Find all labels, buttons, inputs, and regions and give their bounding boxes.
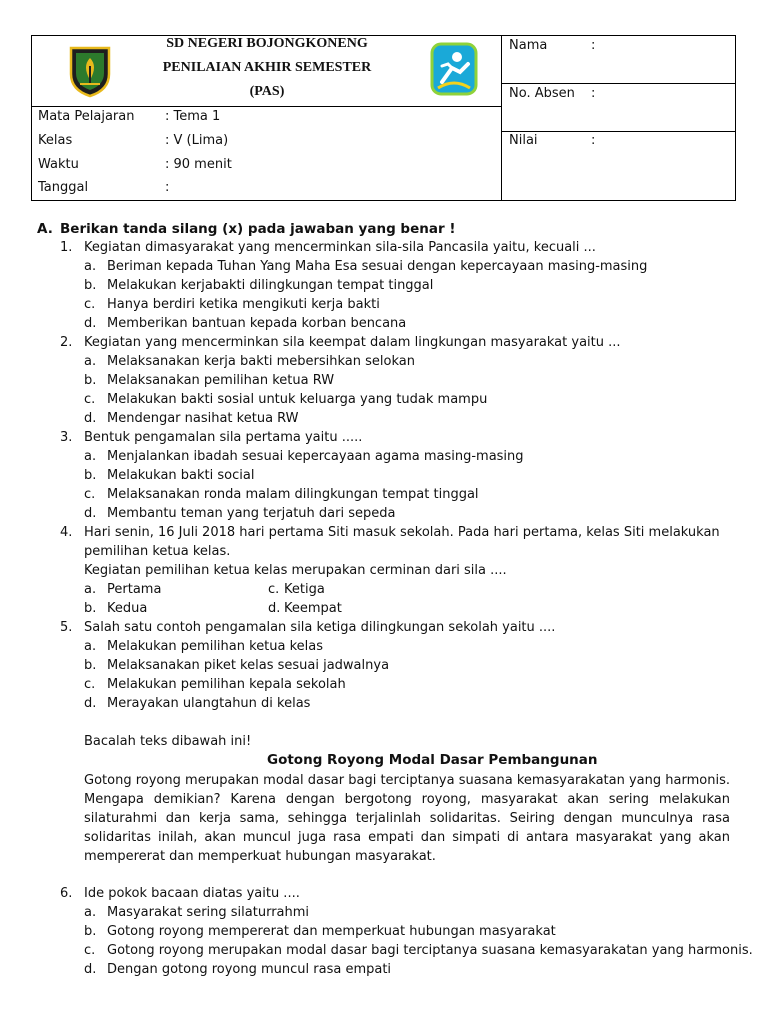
exam-title: PENILAIAN AKHIR SEMESTER — [162, 60, 372, 75]
absen-field[interactable]: : — [591, 86, 596, 101]
question-number: 4. — [60, 525, 73, 540]
option-key[interactable]: d. — [84, 696, 97, 711]
option-text[interactable]: Masyarakat sering silaturrahmi — [107, 905, 310, 920]
question-number: 1. — [60, 240, 73, 255]
question-text: Salah satu contoh pengamalan sila ketiga dilingkungan sekolah yaitu .... — [84, 620, 556, 635]
question-prompt: Kegiatan pemilihan ketua kelas merupakan cerminan dari sila .... — [84, 563, 507, 578]
option-key[interactable]: a. — [84, 905, 97, 920]
option-text[interactable]: Melakukan bakti social — [107, 468, 255, 483]
option-text[interactable]: Melakukan pemilihan kepala sekolah — [107, 677, 346, 692]
option-key[interactable]: a. — [84, 449, 97, 464]
question-number: 3. — [60, 430, 73, 445]
option-key[interactable]: d. — [268, 601, 281, 616]
absen-row-divider — [501, 131, 735, 132]
option-text[interactable]: Kedua — [107, 601, 148, 616]
school-program-logo-icon — [430, 42, 478, 99]
option-key[interactable]: b. — [84, 658, 97, 673]
option-text[interactable]: Melakukan bakti sosial untuk keluarga yang tudak mampu — [107, 392, 488, 407]
option-key[interactable]: b. — [84, 373, 97, 388]
time-value: : 90 menit — [165, 157, 232, 172]
question-number: 5. — [60, 620, 73, 635]
reading-instruction: Bacalah teks dibawah ini! — [84, 734, 252, 749]
option-key[interactable]: c. — [84, 297, 96, 312]
subject-value: : Tema 1 — [165, 109, 221, 124]
option-text[interactable]: Melakukan pemilihan ketua kelas — [107, 639, 324, 654]
option-key[interactable]: d. — [84, 316, 97, 331]
option-text[interactable]: Melaksanakan ronda malam dilingkungan tempat tinggal — [107, 487, 479, 502]
option-text[interactable]: Beriman kepada Tuhan Yang Maha Esa sesuai dengan kepercayaan masing-masing — [107, 259, 648, 274]
option-key[interactable]: b. — [84, 278, 97, 293]
exam-abbreviation: (PAS) — [249, 84, 285, 99]
question-number: 2. — [60, 335, 73, 350]
option-key[interactable]: c. — [268, 582, 280, 597]
option-text[interactable]: Dengan gotong royong muncul rasa empati — [107, 962, 392, 977]
option-key[interactable]: b. — [84, 601, 97, 616]
date-value: : — [165, 180, 170, 195]
option-text[interactable]: Mendengar nasihat ketua RW — [107, 411, 299, 426]
name-label: Nama — [509, 38, 548, 53]
date-label: Tanggal — [38, 180, 89, 195]
option-text[interactable]: Keempat — [284, 601, 342, 616]
header-divider-vertical — [501, 36, 502, 200]
option-key[interactable]: b. — [84, 924, 97, 939]
reading-passage: Gotong royong merupakan modal dasar bagi terciptanya suasana kemasyarakatan yang harmonis. Mengapa demikian? Karena dengan bergotong royong, masyarakat akan sering melakukan silaturahmi dan kerja sama, sehingga terjalinlah solidaritas. Seiring dengan munculnya rasa solidaritas inilah, akan muncul juga rasa empati dan simpati di antara masyarakat yang akan mempererat dan memperkuat hubungan masyarakat. — [84, 773, 730, 864]
option-text[interactable]: Ketiga — [284, 582, 325, 597]
option-key[interactable]: a. — [84, 582, 97, 597]
question-number: 6. — [60, 886, 73, 901]
option-key[interactable]: c. — [84, 392, 96, 407]
option-key[interactable]: a. — [84, 354, 97, 369]
option-key[interactable]: d. — [84, 962, 97, 977]
option-text[interactable]: Merayakan ulangtahun di kelas — [107, 696, 311, 711]
score-label: Nilai — [509, 133, 538, 148]
exam-header-box — [31, 35, 736, 201]
score-field[interactable]: : — [591, 133, 596, 148]
section-marker: A. — [37, 221, 53, 237]
absen-label: No. Absen — [509, 86, 575, 101]
option-key[interactable]: d. — [84, 506, 97, 521]
option-key[interactable]: c. — [84, 943, 96, 958]
section-instruction: Berikan tanda silang (x) pada jawaban yang benar ! — [60, 221, 456, 237]
header-divider-horizontal — [32, 106, 501, 107]
question-text: Kegiatan dimasyarakat yang mencerminkan sila-sila Pancasila yaitu, kecuali ... — [84, 240, 596, 255]
option-text[interactable]: Pertama — [107, 582, 162, 597]
option-key[interactable]: c. — [84, 487, 96, 502]
option-text[interactable]: Hanya berdiri ketika mengikuti kerja bakti — [107, 297, 380, 312]
time-label: Waktu — [38, 157, 79, 172]
option-text[interactable]: Gotong royong mempererat dan memperkuat hubungan masyarakat — [107, 924, 556, 939]
question-text-continued: pemilihan ketua kelas. — [84, 544, 231, 559]
option-key[interactable]: c. — [84, 677, 96, 692]
option-text[interactable]: Melaksanakan kerja bakti mebersihkan selokan — [107, 354, 415, 369]
option-text[interactable]: Menjalankan ibadah sesuai kepercayaan agama masing-masing — [107, 449, 524, 464]
option-key[interactable]: b. — [84, 468, 97, 483]
school-name: SD NEGERI BOJONGKONENG — [166, 36, 368, 51]
option-text[interactable]: Gotong royong merupakan modal dasar bagi terciptanya suasana kemasyarakatan yang harmonis. — [107, 943, 753, 958]
name-field[interactable]: : — [591, 38, 596, 53]
regency-emblem-icon — [68, 44, 112, 101]
class-value: : V (Lima) — [165, 133, 229, 148]
class-label: Kelas — [38, 133, 73, 148]
option-text[interactable]: Melakukan kerjabakti dilingkungan tempat tinggal — [107, 278, 434, 293]
option-text[interactable]: Melaksanakan piket kelas sesuai jadwalnya — [107, 658, 390, 673]
option-text[interactable]: Memberikan bantuan kepada korban bencana — [107, 316, 407, 331]
question-text: Ide pokok bacaan diatas yaitu .... — [84, 886, 300, 901]
question-text: Kegiatan yang mencerminkan sila keempat dalam lingkungan masyarakat yaitu ... — [84, 335, 621, 350]
subject-label: Mata Pelajaran — [38, 109, 135, 124]
option-text[interactable]: Membantu teman yang terjatuh dari sepeda — [107, 506, 396, 521]
question-text: Bentuk pengamalan sila pertama yaitu ..... — [84, 430, 363, 445]
option-key[interactable]: d. — [84, 411, 97, 426]
option-text[interactable]: Melaksanakan pemilihan ketua RW — [107, 373, 335, 388]
question-text: Hari senin, 16 Juli 2018 hari pertama Siti masuk sekolah. Pada hari pertama, kelas Siti melakukan — [84, 525, 720, 540]
option-key[interactable]: a. — [84, 259, 97, 274]
option-key[interactable]: a. — [84, 639, 97, 654]
name-row-divider — [501, 83, 735, 84]
reading-title: Gotong Royong Modal Dasar Pembangunan — [267, 752, 598, 768]
